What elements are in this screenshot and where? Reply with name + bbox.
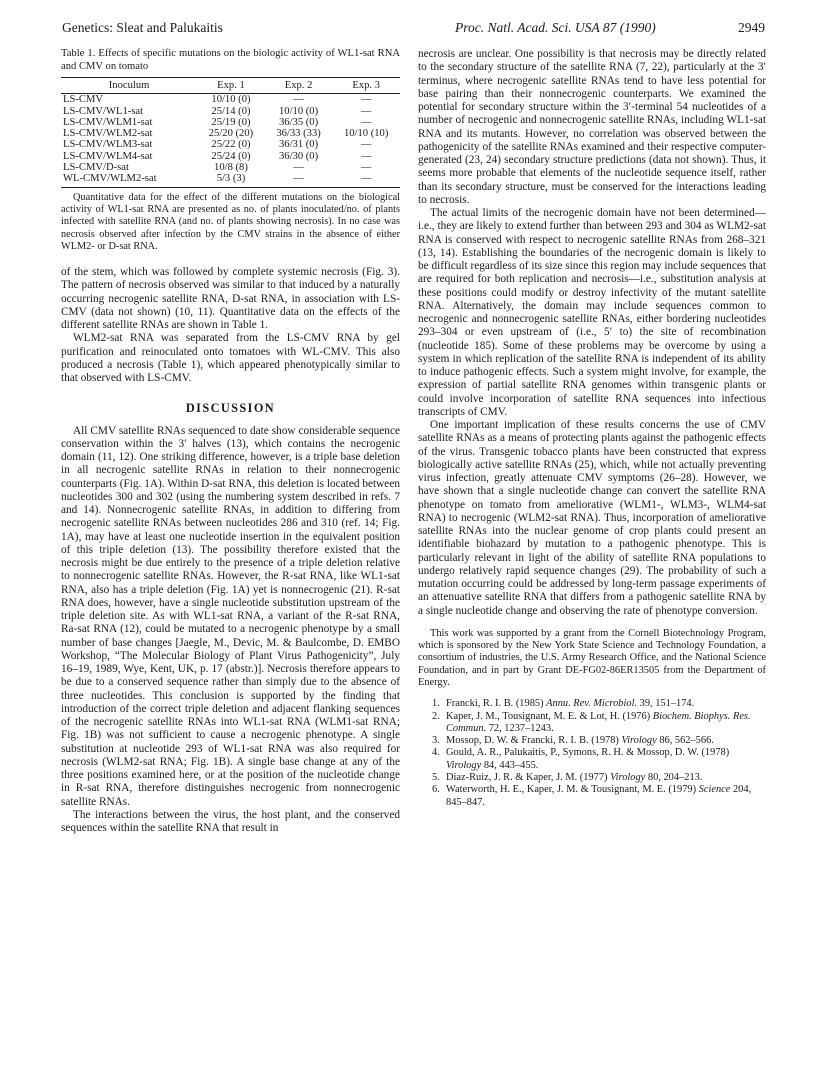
- reference-journal: Virology: [446, 759, 482, 771]
- table-cell: 10/10 (0): [211, 94, 251, 106]
- table-cell: LS-CMV/WLM4-sat: [63, 150, 153, 162]
- reference-item: [418, 784, 766, 809]
- table-cell: 5/3 (3): [197, 173, 265, 187]
- reference-number: 5.: [432, 772, 440, 784]
- table-cell: 36/30 (0): [278, 150, 319, 162]
- table1-header-inoculum: Inoculum: [61, 78, 197, 94]
- table-row: [61, 173, 400, 187]
- reference-item: [418, 772, 766, 784]
- reference-authors: Diaz-Ruiz, J. R. & Kaper, J. M. (1977): [446, 772, 611, 784]
- reference-authors: Kaper, J. M., Tousignant, M. E. & Lot, H. (1976): [446, 710, 653, 722]
- table-cell: 10/10 (0): [278, 105, 319, 117]
- table-row: [61, 139, 400, 150]
- table1-caption: Table 1. Effects of specific mutations on the biologic activity of WL1-sat RNA and CMV on tomato: [61, 48, 400, 72]
- running-head-journal-block: [455, 20, 765, 36]
- reference-number: 2.: [432, 710, 440, 722]
- table-cell: —: [265, 173, 333, 187]
- reference-item: [418, 711, 766, 736]
- reference-list: [418, 698, 766, 809]
- reference-item: [418, 747, 766, 772]
- table-cell: 25/19 (0): [211, 116, 251, 128]
- table-cell: —: [293, 162, 304, 174]
- discussion-paragraph-2-cont: necrosis are unclear. One possibility is that necrosis may be directly related to the secondary structure of the satellite RNA (7, 22), particularly at the 3′ terminus, where necrogenic satellite RNAs tend to have less potential for base pairing than their nonnecrogenic counterparts. We examined the potential for secondary structure within the 3′-terminal 54 nucleotides of a number of necrogenic and nonnecrogenic satellite RNAs, including WL1-sat RNA and its mutants. However, no correlation was observed between the pathogenicity of the satellite RNAs examined and their respective computer-generated (23, 24) secondary structure predictions (data not shown). Thus, it seems more probable that elements of the nucleotide sequence itself, rather than its secondary structure, must be conserved for the interactions leading to necrosis.: [418, 48, 766, 206]
- running-head-authors: Genetics: Sleat and Palukaitis: [62, 20, 223, 35]
- table-cell: —: [360, 94, 372, 106]
- table-cell: —: [360, 139, 372, 151]
- reference-item: [418, 735, 766, 747]
- discussion-heading: DISCUSSION: [185, 401, 276, 416]
- left-column: [61, 48, 400, 835]
- table1-header-exp1: Exp. 1: [197, 78, 265, 94]
- page-number: 2949: [738, 20, 765, 35]
- reference-authors: Gould, A. R., Palukaitis, P., Symons, R. H. & Mossop, D. W. (1978): [446, 747, 730, 759]
- reference-number: 3.: [432, 735, 440, 747]
- table-row: [61, 151, 400, 162]
- table-cell: 25/20 (20): [208, 128, 254, 140]
- reference-authors: Waterworth, H. E., Kaper, J. M. & Tousignant, M. E. (1979): [446, 784, 699, 796]
- discussion-paragraph-3: The actual limits of the necrogenic domain have not been determined—i.e., they are likely to extend further than between 293 and 304 as WLM2-sat RNA is conserved with respect to necrogenic satellite RNAs from 268–321 (13, 14). Establishing the boundaries of the necrogenic domain is likely to be difficult regardless of its size since this region may include sequences that are required for both replication and necrosis—i.e., substitution analysis at these positions could modify or destroy infectivity of the mutant satellite RNA. Alternatively, the domain may include sequences common to necrogenic and nonnecrogenic satellite RNAs, either bordering nucleotides 293–304 or even upstream of (i.e., 5′ to) the site of recombination (nucleotide 185). Some of these problems may be overcome by using a system in which replication of the satellite RNA is independent of its ability to induce pathogenic effects. Such a system might involve, for example, the expression of partial satellite RNA genomes within transgenic plants or could involve incorporation of satellite RNA sequences into infectious transcripts of CMV.: [418, 207, 767, 418]
- table-cell: LS-CMV: [63, 94, 104, 106]
- reference-number: 1.: [432, 698, 440, 710]
- table-row: [61, 128, 400, 139]
- reference-journal: Annu. Rev. Microbiol.: [546, 698, 638, 710]
- reference-item: [418, 698, 766, 710]
- reference-journal: Biochem. Biophys. Res. Commun.: [446, 710, 751, 734]
- table-cell: LS-CMV/WL1-sat: [63, 105, 144, 117]
- discussion-paragraph-4: One important implication of these results concerns the use of CMV satellite RNAs as a means of protecting plants against the pathogenic effects of the virus. Transgenic tobacco plants have been constructed that express biologically active satellite RNAs (25), which, while not actually preventing virus infection, greatly attenuate CMV symptoms (26–28). However, we have shown that a single nucleotide change can convert the satellite RNA phenotype on tomato from ameliorative (WLM1-, WLM3-, WLM4-sat RNA) to necrogenic (WLM2-sat RNA). Thus, incorporation of ameliorative satellite RNAs into the nuclear genome of crop plants could present an identifiable biohazard by mutation to a pathogenic phenotype. This is particularly relevant in light of the ability of satellite RNA populations to undergo relatively rapid sequence changes (29). The probability of such a mutation occurring could be addressed by long-term passage experiments of an attenuative satellite RNA that differs from a pathogenic satellite RNA by a single nucleotide change and observing the rate of phenotype conversion.: [418, 419, 766, 617]
- table-cell: 10/8 (8): [214, 162, 248, 174]
- table1-header-row: [61, 78, 400, 94]
- table1-header-exp3: Exp. 3: [332, 78, 400, 94]
- table-cell: —: [332, 173, 400, 187]
- table-cell: —: [360, 150, 372, 162]
- table-row: [61, 106, 400, 117]
- reference-volume-pages: 86, 562–566.: [656, 735, 714, 747]
- table-row: [61, 94, 400, 106]
- table-cell: —: [360, 162, 372, 174]
- table1: [61, 77, 400, 188]
- table-cell: WL-CMV/WLM2-sat: [61, 173, 197, 187]
- table-cell: 25/22 (0): [211, 139, 251, 151]
- table1-header-exp2: Exp. 2: [265, 78, 333, 94]
- reference-number: 6.: [432, 784, 440, 796]
- reference-volume-pages: 72, 1237–1243.: [486, 722, 554, 734]
- table-row: [61, 117, 400, 128]
- table-cell: LS-CMV/WLM3-sat: [63, 139, 153, 151]
- reference-journal: Virology: [621, 735, 657, 747]
- discussion-paragraph-1: All CMV satellite RNAs sequenced to date show considerable sequence conservation within the 3′ halves (13), which contains the necrogenic domain (11, 12). One striking difference, however, is a triple base deletion in all necrogenic satellite RNAs in relation to their nonnecrogenic counterparts (Fig. 1A). Within D-sat RNA, this deletion is located between nucleotides 300 and 302 (using the numbering system described in refs. 7 and 14). Nonnecrogenic satellite RNAs, in addition to differing from necrogenic satellite RNAs between nucleotides 286 and 310 (ref. 14; Fig. 1A), may have at least one nucleotide insertion in the equivalent position of this triple deletion (13). The possibility therefore existed that the necrosis might be due entirely to the presence of a triple deletion relative to nonnecrogenic satellite RNAs. However, the R-sat RNA, like WL1-sat RNA, also has a triple deletion (Fig. 1A) yet is nonnecrogenic (21). R-sat RNA does, however, have a single nucleotide substitution upstream of the triple deletion site. As with WL1-sat RNA, a variant of the R-sat RNA, Ra-sat RNA (12), could be mutated to a necrogenic phenotype by a small number of base changes [Jaegle, M., Devic, M. & Baulcombe, D. EMBO Workshop, “The Molecular Biology of Plant Virus Pathogenicity”, July 16–19, 1989, Wye, Kent, UK, p. 17 (abstr.)]. Necrosis therefore appears to be due to a conserved sequence rather than simply due to the absence of three nucleotides. This conclusion is supported by the finding that introduction of the correct triple deletion and adjacent flanking sequences of the necrogenic satellite RNAs into WL1-sat RNA (WLM1-sat RNA; Fig. 1B) was not sufficient to cause a necrogenic phenotype. A single substitution at nucleotide 293 of WL1-sat RNA was also required for necrosis (WLM2-sat RNA; Fig. 1B). A single base change at any of the three positions examined here, or at the position of the nucleotide change in R-sat RNA, therefore distinguishes necrogenic from nonnecrogenic satellite RNAs.: [61, 424, 400, 808]
- table-cell: 36/33 (33): [276, 128, 321, 140]
- table-cell: LS-CMV/D-sat: [63, 162, 129, 174]
- table-cell: LS-CMV/WLM1-sat: [63, 116, 153, 128]
- table-row: [61, 162, 400, 173]
- table-cell: 36/35 (0): [278, 116, 319, 128]
- table-cell: —: [360, 105, 372, 117]
- journal-citation: Proc. Natl. Acad. Sci. USA 87 (1990): [455, 20, 656, 35]
- reference-journal: Virology: [610, 772, 646, 784]
- discussion-paragraph-2-start: The interactions between the virus, the host plant, and the conserved sequences within the satellite RNA that result in: [61, 808, 400, 835]
- table-cell: —: [360, 116, 372, 128]
- reference-journal: Science: [698, 784, 731, 796]
- table1-footnote: Quantitative data for the effect of the different mutations on the biological activity of WL1-sat RNA are presented as no. of plants inoculated/no. of plants infected with satellite RNA (and no. of plants showing necrosis). In no case was necrosis observed after infection by the CMV strains in the absence of either WLM2- or D-sat RNA.: [61, 191, 400, 252]
- reference-number: 4.: [432, 747, 440, 759]
- table-cell: LS-CMV/WLM2-sat: [63, 128, 153, 140]
- reference-authors: Mossop, D. W. & Francki, R. I. B. (1978): [446, 735, 622, 747]
- reference-authors: Francki, R. I. B. (1985): [446, 698, 547, 710]
- reference-volume-pages: 39, 151–174.: [637, 698, 695, 710]
- reference-volume-pages: 84, 443–455.: [481, 759, 539, 771]
- results-paragraph-2: WLM2-sat RNA was separated from the LS-CMV RNA by gel purification and reinoculated onto tomatoes with WL-CMV. This also produced a necrosis (Table 1), which appeared phenotypically similar to that observed with LS-CMV.: [61, 332, 400, 385]
- table-cell: 25/14 (0): [211, 105, 251, 117]
- right-column: [418, 48, 766, 809]
- table-cell: —: [293, 94, 304, 106]
- reference-volume-pages: 80, 204–213.: [645, 772, 703, 784]
- acknowledgment: This work was supported by a grant from the Cornell Biotechnology Program, which is sponsored by the New York State Science and Technology Foundation, a consortium of industries, the U.S. Army Research Office, and the National Science Foundation, and in part by Grant DE-FG02-86ER13505 from the Department of Energy.: [418, 627, 766, 688]
- table-cell: 36/31 (0): [278, 139, 319, 151]
- table-cell: 25/24 (0): [211, 150, 251, 162]
- results-paragraph-1: of the stem, which was followed by complete systemic necrosis (Fig. 3). The pattern of necrosis observed was similar to that induced by a naturally occurring necrogenic satellite RNA, D-sat RNA, in association with LS-CMV (data not shown) (10, 11). Quantitative data on the effects of the different satellite RNAs are shown in Table 1.: [61, 266, 400, 332]
- reference-volume-pages: 204, 845–847.: [446, 784, 752, 808]
- table-cell: 10/10 (10): [343, 128, 389, 140]
